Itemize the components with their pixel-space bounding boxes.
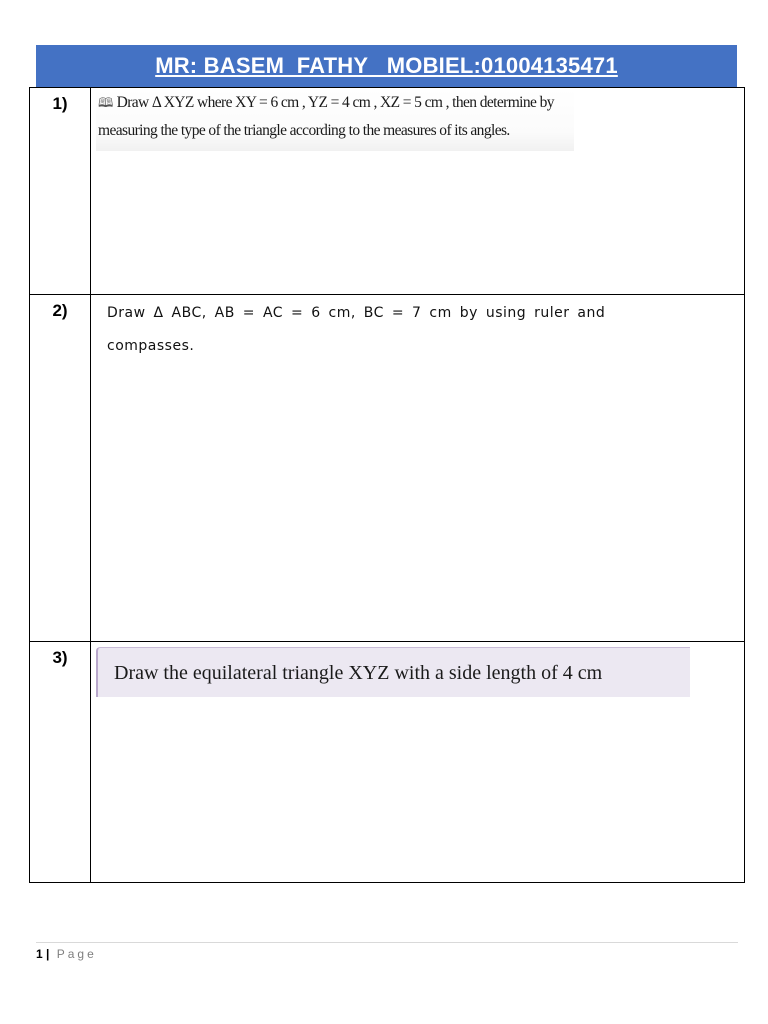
- header-banner: [36, 45, 737, 87]
- question-text: [96, 89, 574, 151]
- book-icon: 🕮: [98, 95, 114, 110]
- question-row: [30, 88, 745, 295]
- question-line-1: Draw Δ ABC, AB = AC = 6 cm, BC = 7 cm by using ruler and: [107, 305, 606, 321]
- footer-divider: [36, 942, 738, 943]
- answer-space: [91, 88, 745, 295]
- question-number: 2): [52, 301, 68, 320]
- question-number-cell: [30, 295, 91, 642]
- header-title: MR: BASEM FATHY MOBIEL:01004135471: [155, 53, 618, 78]
- page-number: 1: [36, 947, 43, 961]
- answer-space: [91, 642, 745, 883]
- question-number-cell: [30, 642, 91, 883]
- question-line-2: measuring the type of the triangle according to the measures of its angles.: [98, 122, 510, 139]
- page-word: Page: [56, 947, 97, 961]
- question-text: [96, 647, 690, 697]
- question-number: 3): [52, 648, 68, 667]
- question-line-2: compasses.: [107, 338, 195, 354]
- question-number-cell: [30, 88, 91, 295]
- question-text: [99, 295, 680, 357]
- worksheet-table: [29, 87, 745, 883]
- question-line-1: Draw the equilateral triangle XYZ with a side length of 4 cm: [114, 662, 603, 684]
- answer-space: [91, 295, 745, 642]
- question-row: [30, 642, 745, 883]
- question-number: 1): [52, 94, 68, 113]
- footer-separator: |: [46, 947, 50, 961]
- question-line-1: Draw Δ XYZ where XY = 6 cm , YZ = 4 cm , XZ = 5 cm , then determine by: [116, 94, 554, 111]
- question-row: [30, 295, 745, 642]
- page-footer: [36, 946, 97, 962]
